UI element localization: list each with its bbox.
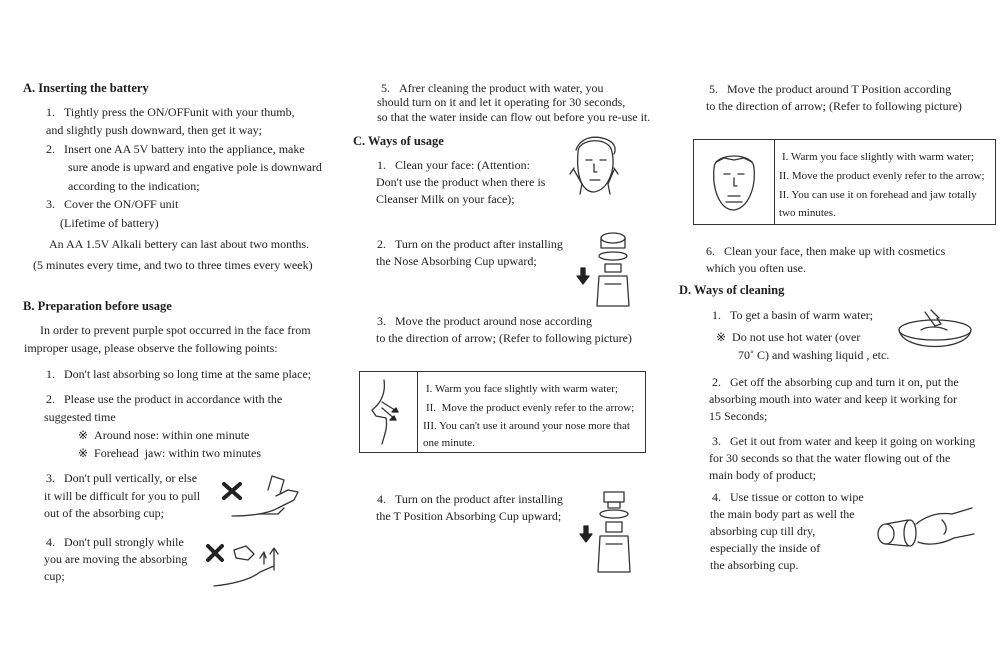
c-step4-line2: the T Position Absorbing Cup upward; xyxy=(376,509,562,523)
a-step1-line1: 1. Tightly press the ON/OFFunit with your thumb, xyxy=(46,105,295,119)
b-step4-line2: you are moving the absorbing xyxy=(44,552,188,566)
c-step2-line1: 2. Turn on the product after installing xyxy=(377,237,563,251)
d-step4-line5: the absorbing cup. xyxy=(710,558,799,572)
c-step1-line2: Don't use the product when there is xyxy=(376,175,546,189)
device-with-nose-cup-icon xyxy=(575,230,635,312)
face-box-line2: II. Move the product evenly refer to the arrow; xyxy=(779,170,985,182)
nose-box-line4: one minute. xyxy=(423,437,475,449)
c-step3-line2: to the direction of arrow; (Refer to following picture) xyxy=(376,331,632,345)
face-instruction-box xyxy=(693,139,996,225)
b-step2-line2: suggested time xyxy=(44,410,116,424)
battery-lifetime-label: (Lifetime of battery) xyxy=(60,216,159,230)
c-step5-line2: to the direction of arrow; (Refer to following picture) xyxy=(706,99,962,113)
nose-box-line2: II. Move the product evenly refer to the arrow; xyxy=(426,402,635,414)
c-step5-line1: 5. Move the product around T Position according xyxy=(709,82,952,96)
b-step3-line1: 3. Don't pull vertically, or else xyxy=(46,471,198,485)
b-step4-line3: cup; xyxy=(44,569,65,583)
cleaning-step5-line3: so that the water inside can flow out before you re-use it. xyxy=(377,110,651,124)
d-step1: 1. To get a basin of warm water; xyxy=(712,308,874,322)
b-step3-line2: it will be difficult for you to pull xyxy=(44,489,201,503)
d-step2-line1: 2. Get off the absorbing cup and turn it on, put the xyxy=(712,375,959,389)
battery-lifetime-text: An AA 1.5V Alkali bettery can last about two months. xyxy=(49,237,310,251)
cleaning-step5-line1: 5. Afrer cleaning the product with water, you xyxy=(381,81,604,95)
b-intro-line2: improper usage, please observe the following points: xyxy=(24,341,278,355)
a-step3-line1: 3. Cover the ON/OFF unit xyxy=(46,197,179,211)
device-with-t-cup-icon xyxy=(576,488,636,578)
nose-box-line3: III. You can't use it around your nose more that xyxy=(423,420,630,432)
d-warning-line2: 70˚ C) and washing liquid , etc. xyxy=(738,348,890,362)
no-vertical-pull-icon xyxy=(218,470,306,522)
no-strong-pull-icon xyxy=(204,540,288,590)
c-step6-line2: which you often use. xyxy=(706,261,806,275)
d-step4-line1: 4. Use tissue or cotton to wipe xyxy=(712,490,864,504)
b-step1: 1. Don't last absorbing so long time at the same place; xyxy=(46,367,312,381)
b-step4-line1: 4. Don't pull strongly while xyxy=(46,535,184,549)
b-step3-line3: out of the absorbing cup; xyxy=(44,506,164,520)
d-step2-line3: 15 Seconds; xyxy=(709,409,768,423)
a-step1-line2: and slightly push downward, then get it way; xyxy=(46,123,262,137)
c-step3-line1: 3. Move the product around nose according xyxy=(377,314,592,328)
face-arrow-icon xyxy=(702,144,766,220)
c-step6-line1: 6. Clean your face, then make up with cosmetics xyxy=(706,244,946,258)
battery-usage-note: (5 minutes every time, and two to three times every week) xyxy=(33,258,313,272)
b-step2-line1: 2. Please use the product in accordance with the xyxy=(46,392,283,406)
nose-instruction-box xyxy=(359,371,646,453)
d-step3-line1: 3. Get it out from water and keep it going on working xyxy=(712,434,976,448)
section-d-heading: D. Ways of cleaning xyxy=(679,283,785,297)
face-box-line4: two minutes. xyxy=(779,207,836,219)
a-step2-line3: according to the indication; xyxy=(68,179,200,193)
a-step2-line2: sure anode is upward and engative pole is downward xyxy=(68,160,322,174)
c-step1-line1: 1. Clean your face: (Attention: xyxy=(377,158,530,172)
face-box-line1: I. Warm you face slightly with warm water; xyxy=(782,151,974,163)
d-step4-line4: especially the inside of xyxy=(710,541,821,555)
d-step3-line3: main body of product; xyxy=(709,468,816,482)
c-step1-line3: Cleanser Milk on your face); xyxy=(376,192,515,206)
d-step3-line2: for 30 seconds so that the water flowing out of the xyxy=(709,451,951,465)
d-step4-line3: absorbing cup till dry, xyxy=(710,524,816,538)
c-step2-line2: the Nose Absorbing Cup upward; xyxy=(376,254,537,268)
b-nose-time: ※ Around nose: within one minute xyxy=(78,428,250,442)
wiping-cup-icon xyxy=(872,494,978,556)
water-basin-icon xyxy=(895,308,977,364)
c-step4-line1: 4. Turn on the product after installing xyxy=(377,492,563,506)
face-box-line3: II. You can use it on forehead and jaw totally xyxy=(779,189,977,201)
cleaning-step5-line2: should turn on it and let it operating for 30 seconds, xyxy=(377,95,626,109)
face-washing-icon xyxy=(564,130,626,202)
nose-arrow-icon xyxy=(364,378,414,446)
nose-box-line1: I. Warm you face slightly with warm water; xyxy=(426,383,618,395)
section-c-heading: C. Ways of usage xyxy=(353,134,444,148)
b-intro-line1: In order to prevent purple spot occurred in the face from xyxy=(40,323,311,337)
section-a-heading: A. Inserting the battery xyxy=(23,81,149,95)
d-warning-line1: ※ Do not use hot water (over xyxy=(716,330,861,344)
section-b-heading: B. Preparation before usage xyxy=(23,299,172,313)
d-step4-line2: the main body part as well the xyxy=(710,507,855,521)
a-step2-line1: 2. Insert one AA 5V battery into the appliance, make xyxy=(46,142,305,156)
b-forehead-time: ※ Forehead jaw: within two minutes xyxy=(78,446,262,460)
d-step2-line2: absorbing mouth into water and keep it working for xyxy=(709,392,957,406)
